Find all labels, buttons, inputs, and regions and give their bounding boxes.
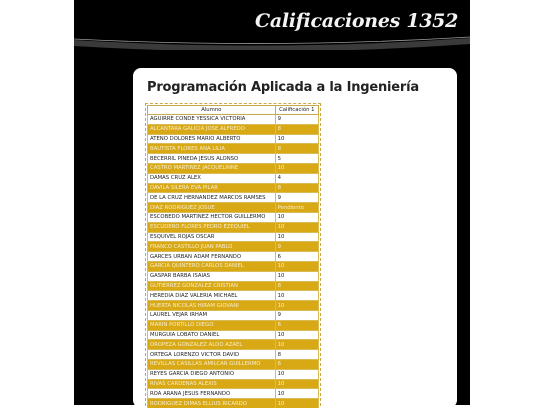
grade-cell: 10 (275, 369, 318, 379)
table-row (148, 183, 319, 193)
student-name-cell: ESCOBEDO MARTINEZ HECTOR GUILLERMO (148, 212, 276, 222)
column-header-alumno: Alumno (148, 106, 276, 115)
student-name-cell: DE LA CRUZ HERNANDEZ MARCOS RAMSES (148, 193, 276, 203)
student-name-cell: BAUTISTA FLORES ANA LILIA (148, 144, 276, 154)
grades-table-frame (145, 103, 321, 408)
student-name-cell: GASPAR BARBA ISAIAS (148, 271, 276, 281)
grade-cell: 10 (275, 301, 318, 311)
page-background (74, 0, 470, 405)
student-name-cell: ROA ARANA JESUS FERNANDO (148, 389, 276, 399)
table-row (148, 242, 319, 252)
table-row (148, 203, 319, 213)
student-name-cell: LAUREL VEJAR IRHAM (148, 310, 276, 320)
grade-cell: 8 (275, 183, 318, 193)
grade-cell: 10 (275, 261, 318, 271)
grade-cell: 8 (275, 350, 318, 360)
grade-cell: 10 (275, 379, 318, 389)
student-name-cell: ESCUDERO FLORES PEDRO EZEQUIEL (148, 222, 276, 232)
table-row (148, 369, 319, 379)
student-name-cell: ALCANTARA GALICIA JOSE ALFREDO (148, 124, 276, 134)
student-name-cell: GARCIA QUINTERO CARLOS DANIEL (148, 261, 276, 271)
student-name-cell: BECERRIL PINEDA JESUS ALONSO (148, 154, 276, 164)
student-name-cell: FRANCO CASTILLO JUAN PABLO (148, 242, 276, 252)
grade-cell: 9 (275, 310, 318, 320)
table-row (148, 212, 319, 222)
student-name-cell: DAVILA SILERA EVA PILAR (148, 183, 276, 193)
header-banner (74, 0, 470, 50)
grade-cell: 8 (275, 144, 318, 154)
grade-cell: 6 (275, 320, 318, 330)
table-row (148, 173, 319, 183)
header-swoosh (74, 36, 470, 50)
student-name-cell: REVILLAS CASILLAS AMILCAR GUILLERMO (148, 359, 276, 369)
table-row (148, 163, 319, 173)
table-row (148, 340, 319, 350)
table-row (148, 301, 319, 311)
table-header-row (148, 106, 319, 115)
table-row (148, 350, 319, 360)
student-name-cell: REYES GARCIA DIEGO ANTONIO (148, 369, 276, 379)
grade-cell: 6 (275, 359, 318, 369)
grade-cell: 10 (275, 163, 318, 173)
table-row (148, 193, 319, 203)
grades-table (147, 105, 319, 408)
student-name-cell: MURGUIA LOBATO DANIEL (148, 330, 276, 340)
table-row (148, 271, 319, 281)
site-title: Calificaciones 1352 (255, 10, 458, 32)
student-name-cell: HEREDIA DIAZ VALERIA MICHAEL (148, 291, 276, 301)
student-name-cell: HUERTA NICOLAS HIRAM GIOVANI (148, 301, 276, 311)
table-row (148, 134, 319, 144)
grade-cell: 10 (275, 222, 318, 232)
table-row (148, 252, 319, 262)
table-row (148, 124, 319, 134)
table-row (148, 379, 319, 389)
table-row (148, 320, 319, 330)
grade-cell: 10 (275, 291, 318, 301)
grade-cell: 5 (275, 154, 318, 164)
table-row (148, 261, 319, 271)
grade-cell: 8 (275, 124, 318, 134)
table-row (148, 222, 319, 232)
table-row (148, 154, 319, 164)
student-name-cell: DAMAS CRUZ ALEX (148, 173, 276, 183)
table-row (148, 310, 319, 320)
content-card (133, 68, 457, 408)
student-name-cell: GUTIERREZ GONZALEZ CRISTIAN (148, 281, 276, 291)
grade-cell: 9 (275, 242, 318, 252)
grade-cell: Pendiente (275, 203, 318, 213)
grade-cell: 10 (275, 340, 318, 350)
table-row (148, 330, 319, 340)
table-row (148, 291, 319, 301)
grade-cell: 10 (275, 399, 318, 408)
table-row (148, 281, 319, 291)
table-body (148, 115, 319, 408)
grade-cell: 4 (275, 173, 318, 183)
grade-cell: 10 (275, 134, 318, 144)
table-row (148, 232, 319, 242)
student-name-cell: GARCES URBAN ADAM FERNANDO (148, 252, 276, 262)
grade-cell: 10 (275, 212, 318, 222)
grade-cell: 6 (275, 252, 318, 262)
student-name-cell: CASTRO MARTINEZ JACQUELINNE (148, 163, 276, 173)
table-row (148, 115, 319, 125)
page-title: Programación Aplicada a la Ingeniería (147, 80, 419, 95)
student-name-cell: RODRIGUEZ DIMAS ELLIUS RICARDO (148, 399, 276, 408)
grade-cell: 9 (275, 193, 318, 203)
grade-cell: 10 (275, 271, 318, 281)
student-name-cell: DIAZ RODRIGUEZ JOSUE (148, 203, 276, 213)
student-name-cell: AGUIRRE CONDE YESSICA VICTORIA (148, 115, 276, 125)
column-header-calificacion: Calificación 1 (275, 106, 318, 115)
student-name-cell: OROPEZA GONZALEZ ALDO AZAEL (148, 340, 276, 350)
student-name-cell: ORTEGA LORENZO VICTOR DAVID (148, 350, 276, 360)
table-row (148, 144, 319, 154)
student-name-cell: MARIN PORTILLO DIEGO (148, 320, 276, 330)
grade-cell: 10 (275, 330, 318, 340)
grade-cell: 10 (275, 389, 318, 399)
student-name-cell: RIVAS CARDENAS ALEXIS (148, 379, 276, 389)
grade-cell: 9 (275, 115, 318, 125)
table-row (148, 389, 319, 399)
table-row (148, 359, 319, 369)
grade-cell: 8 (275, 281, 318, 291)
table-row (148, 399, 319, 408)
student-name-cell: ATENO DOLORES MARIO ALBERTO (148, 134, 276, 144)
student-name-cell: ESQUIVEL ROJAS OSCAR (148, 232, 276, 242)
grade-cell: 10 (275, 232, 318, 242)
